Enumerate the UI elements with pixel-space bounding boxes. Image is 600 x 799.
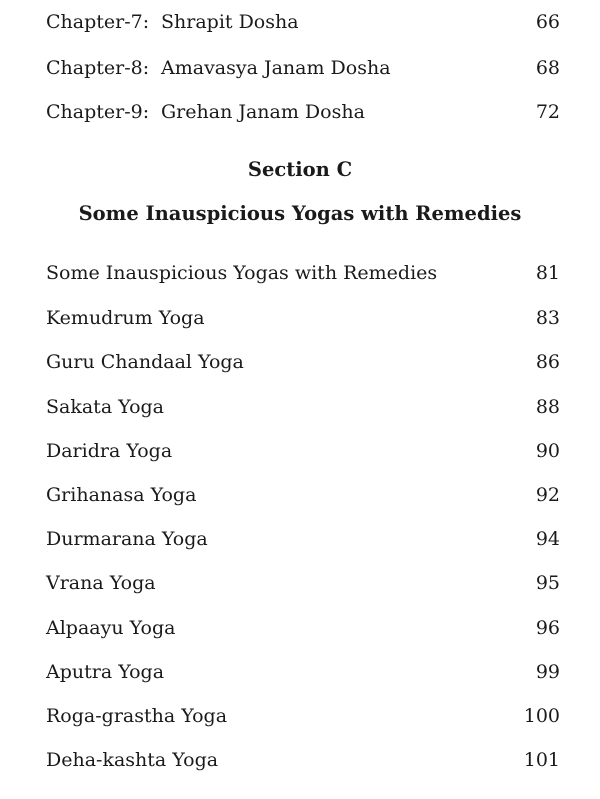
entry-title: Sakata Yoga (46, 396, 165, 418)
toc-entry-row (46, 568, 560, 598)
page-number: 72 (535, 101, 560, 123)
chapter-label: Chapter-8: (46, 57, 150, 79)
page-number: 88 (535, 396, 560, 418)
entry-title: Aputra Yoga (46, 661, 165, 683)
chapter-title: Grehan Janam Dosha (161, 101, 365, 123)
page-number: 83 (535, 307, 560, 329)
section-heading: Section C (247, 158, 353, 181)
toc-chapter-row (46, 7, 560, 37)
page-number: 86 (535, 351, 560, 373)
toc-entry-row (46, 480, 560, 510)
entry-title: Roga-grastha Yoga (46, 705, 228, 727)
entry-title: Grihanasa Yoga (46, 484, 197, 506)
entry-title: Daridra Yoga (46, 440, 173, 462)
page-number: 95 (535, 572, 560, 594)
toc-entry-row (46, 657, 560, 687)
page-number: 100 (523, 705, 560, 727)
page-number: 94 (535, 528, 560, 550)
entry-title: Alpaayu Yoga (46, 617, 176, 639)
toc-entry-row (46, 347, 560, 377)
page-number: 68 (535, 57, 560, 79)
page-number: 96 (535, 617, 560, 639)
chapter-label: Chapter-9: (46, 101, 150, 123)
page-number: 101 (523, 749, 560, 771)
entry-title: Some Inauspicious Yogas with Remedies (46, 262, 438, 284)
page-number: 90 (535, 440, 560, 462)
entry-title: Deha-kashta Yoga (46, 749, 219, 771)
toc-entry-row (46, 613, 560, 643)
chapter-label: Chapter-7: (46, 11, 150, 33)
page-number: 81 (535, 262, 560, 284)
toc-chapter-row (46, 53, 560, 83)
toc-entry-row (46, 745, 560, 775)
toc-entry-row (46, 303, 560, 333)
toc-entry-row (46, 524, 560, 554)
page-number: 99 (535, 661, 560, 683)
toc-entry-row (46, 258, 560, 288)
toc-entry-row (46, 436, 560, 466)
page-number: 66 (535, 11, 560, 33)
section-subheading: Some Inauspicious Yogas with Remedies (78, 202, 522, 225)
toc-entry-row (46, 392, 560, 422)
page-number: 92 (535, 484, 560, 506)
entry-title: Kemudrum Yoga (46, 307, 205, 329)
entry-title: Guru Chandaal Yoga (46, 351, 244, 373)
chapter-title: Shrapit Dosha (161, 11, 299, 33)
toc-entry-row (46, 701, 560, 731)
chapter-title: Amavasya Janam Dosha (161, 57, 391, 79)
entry-title: Durmarana Yoga (46, 528, 208, 550)
entry-title: Vrana Yoga (46, 572, 156, 594)
toc-chapter-row (46, 97, 560, 127)
